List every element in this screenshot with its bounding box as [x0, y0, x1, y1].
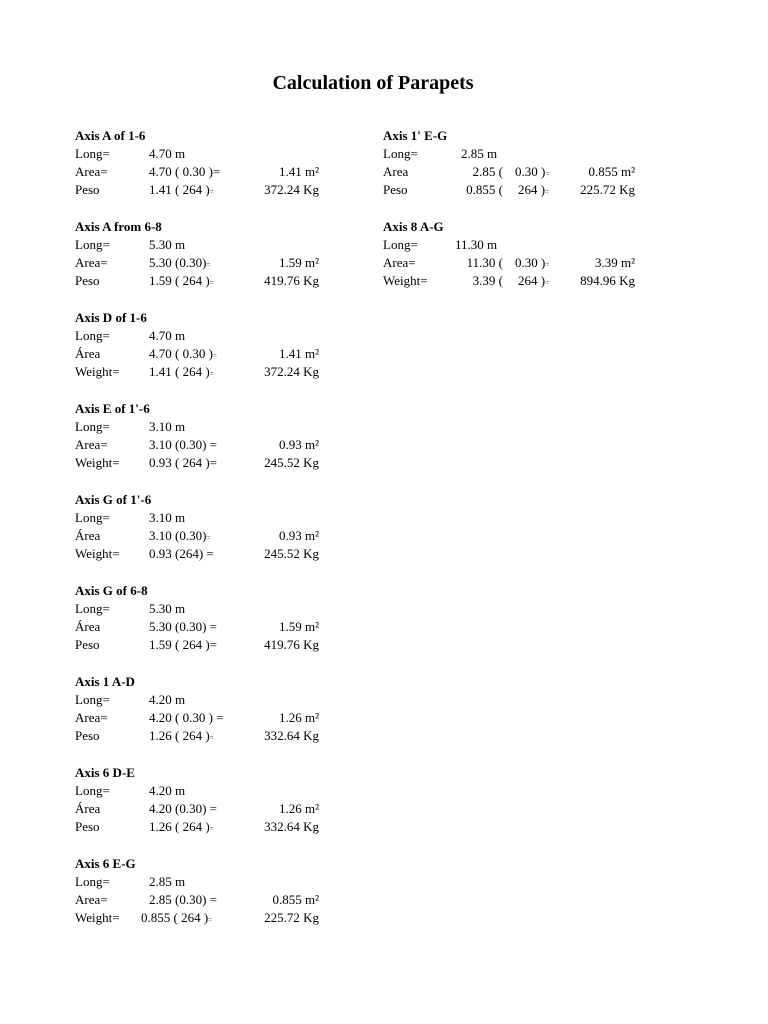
area-calc: 5.30 (0.30)= [149, 255, 211, 270]
long-label: Long= [383, 146, 418, 161]
weight-result: 225.72 Kg [264, 910, 319, 925]
weight-label: Weight= [75, 364, 120, 379]
long-label: Long= [75, 692, 110, 707]
weight-result: 332.64 Kg [264, 728, 319, 743]
long-label: Long= [75, 510, 110, 525]
area-label: Area= [75, 164, 108, 179]
area-calc: 0.30 )= [515, 255, 550, 270]
long-label: Long= [75, 874, 110, 889]
area-label: Area= [75, 437, 108, 452]
area-label: Área [75, 619, 101, 634]
long-label: Long= [75, 237, 110, 252]
area-calc: 5.30 (0.30) = [149, 619, 217, 634]
weight-row [75, 364, 335, 382]
weight-calc: 264 )= [518, 273, 550, 288]
long-value: 11.30 m [455, 237, 498, 252]
area-result: 1.26 m² [278, 710, 319, 725]
weight-label: Weight= [383, 273, 428, 288]
long-value: 3.10 m [149, 419, 186, 434]
long-value: 4.70 m [149, 328, 186, 343]
long-label: Long= [383, 237, 418, 252]
weight-calc: 1.59 ( 264 )= [149, 637, 217, 652]
long-label: Long= [75, 601, 110, 616]
area-result: 3.39 m² [594, 255, 635, 270]
area-result: 1.26 m² [278, 801, 319, 816]
section-title: Axis 6 E-G [75, 856, 136, 871]
long-row [383, 146, 643, 164]
long-label: Long= [75, 419, 110, 434]
weight-result: 419.76 Kg [264, 273, 319, 288]
weight-label: Peso [75, 728, 100, 743]
long-label: Long= [75, 783, 110, 798]
area-result: 0.93 m² [278, 528, 319, 543]
weight-calc: 1.41 ( 264 )= [149, 364, 214, 379]
area-label: Area= [75, 892, 108, 907]
long-value: 5.30 m [149, 237, 186, 252]
area-label: Área [75, 801, 101, 816]
section-title: Axis 8 A-G [383, 219, 444, 234]
weight-label: Weight= [75, 455, 120, 470]
long-row [75, 601, 335, 619]
area-calc: 4.70 ( 0.30 )= [149, 164, 221, 179]
section-title: Axis A from 6-8 [75, 219, 162, 234]
weight-result: 372.24 Kg [264, 182, 319, 197]
section-title: Axis 1 A-D [75, 674, 135, 689]
long-label: Long= [75, 328, 110, 343]
area-row [75, 437, 335, 455]
long-value: 4.20 m [149, 783, 186, 798]
weight-calc: 0.93 (264) = [149, 546, 214, 561]
long-row [383, 237, 643, 255]
area-result: 1.41 m² [278, 164, 319, 179]
long-row [75, 783, 335, 801]
long-row [75, 237, 335, 255]
area-calc: 2.85 (0.30) = [149, 892, 217, 907]
area-calc: 0.30 )= [515, 164, 550, 179]
weight-result: 372.24 Kg [264, 364, 319, 379]
weight-result: 332.64 Kg [264, 819, 319, 834]
area-result: 0.93 m² [278, 437, 319, 452]
weight-label: Peso [383, 182, 408, 197]
area-label: Area= [383, 255, 416, 270]
weight-calc: 1.26 ( 264 )= [149, 819, 214, 834]
long-row [75, 510, 335, 528]
area-result: 0.855 m² [588, 164, 635, 179]
area-result: 1.59 m² [278, 619, 319, 634]
weight-row [75, 273, 335, 291]
area-label: Area= [75, 710, 108, 725]
area-value: 2.85 ( [472, 164, 503, 179]
section-title: Axis A of 1-6 [75, 128, 146, 143]
long-value: 3.10 m [149, 510, 186, 525]
area-calc: 4.70 ( 0.30 )= [149, 346, 217, 361]
weight-result: 894.96 Kg [580, 273, 635, 288]
long-row [75, 874, 335, 892]
area-row [75, 346, 335, 364]
weight-label: Peso [75, 273, 100, 288]
weight-row [75, 637, 335, 655]
long-value: 2.85 m [461, 146, 498, 161]
weight-row [383, 182, 643, 200]
weight-label: Peso [75, 637, 100, 652]
area-row [75, 164, 335, 182]
section-title: Axis 1' E-G [383, 128, 448, 143]
area-label: Área [75, 528, 101, 543]
area-result: 1.59 m² [278, 255, 319, 270]
long-value: 5.30 m [149, 601, 186, 616]
area-row [75, 801, 335, 819]
long-value: 2.85 m [149, 874, 186, 889]
section-title: Axis 6 D-E [75, 765, 135, 780]
section-title: Axis D of 1-6 [75, 310, 147, 325]
area-value: 11.30 ( [466, 255, 503, 270]
weight-label: Weight= [75, 910, 120, 925]
area-row [383, 255, 643, 273]
long-label: Long= [75, 146, 110, 161]
weight-label: Weight= [75, 546, 120, 561]
area-label: Area [383, 164, 409, 179]
section-title: Axis G of 1'-6 [75, 492, 152, 507]
weight-result: 245.52 Kg [264, 546, 319, 561]
weight-row [75, 819, 335, 837]
weight-row [75, 910, 335, 928]
weight-row [75, 728, 335, 746]
area-result: 1.41 m² [278, 346, 319, 361]
page-title: Calculation of Parapets [272, 72, 474, 94]
area-row [75, 710, 335, 728]
area-row [75, 892, 335, 910]
long-value: 4.70 m [149, 146, 186, 161]
weight-calc: 0.855 ( 264 )= [141, 910, 213, 925]
area-calc: 3.10 (0.30) = [149, 437, 217, 452]
weight-result: 245.52 Kg [264, 455, 319, 470]
weight-calc: 1.26 ( 264 )= [149, 728, 214, 743]
weight-value: 0.855 ( [466, 182, 503, 197]
area-result: 0.855 m² [272, 892, 319, 907]
weight-calc: 1.59 ( 264 )= [149, 273, 214, 288]
weight-row [75, 455, 335, 473]
long-value: 4.20 m [149, 692, 186, 707]
long-row [75, 328, 335, 346]
weight-calc: 0.93 ( 264 )= [149, 455, 217, 470]
area-calc: 4.20 (0.30) = [149, 801, 217, 816]
weight-label: Peso [75, 819, 100, 834]
area-row [75, 255, 335, 273]
area-row [383, 164, 643, 182]
area-label: Área [75, 346, 101, 361]
section-title: Axis G of 6-8 [75, 583, 148, 598]
weight-row [75, 182, 335, 200]
weight-result: 419.76 Kg [264, 637, 319, 652]
weight-label: Peso [75, 182, 100, 197]
area-calc: 3.10 (0.30)= [149, 528, 211, 543]
weight-calc: 1.41 ( 264 )= [149, 182, 214, 197]
weight-row [75, 546, 335, 564]
section-title: Axis E of 1'-6 [75, 401, 150, 416]
area-label: Area= [75, 255, 108, 270]
weight-result: 225.72 Kg [580, 182, 635, 197]
area-row [75, 528, 335, 546]
area-row [75, 619, 335, 637]
long-row [75, 146, 335, 164]
long-row [75, 419, 335, 437]
weight-value: 3.39 ( [472, 273, 503, 288]
long-row [75, 692, 335, 710]
weight-row [383, 273, 643, 291]
area-calc: 4.20 ( 0.30 ) = [149, 710, 224, 725]
weight-calc: 264 )= [518, 182, 550, 197]
